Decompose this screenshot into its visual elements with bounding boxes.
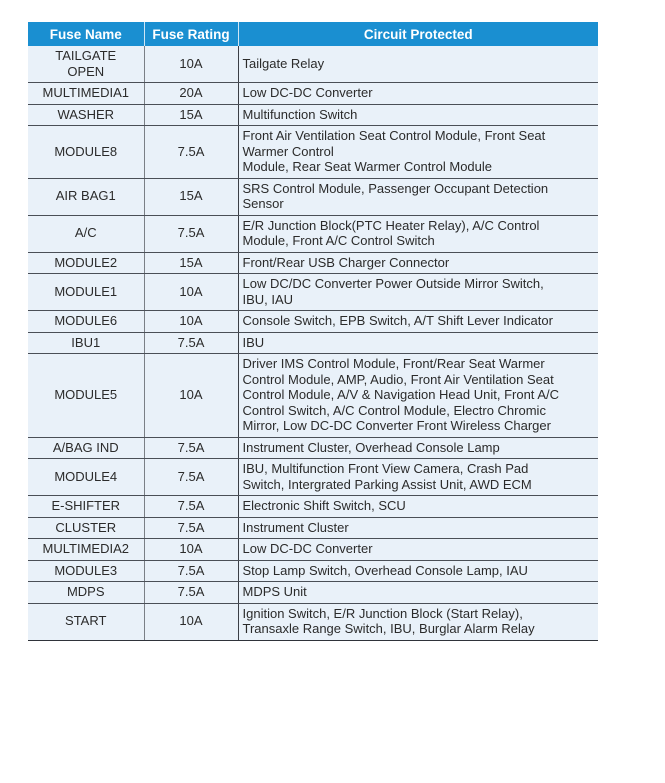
table-row [28, 46, 598, 83]
header-circuit-protected: Circuit Protected [238, 22, 598, 46]
fuse-name-cell: MODULE1 [28, 274, 144, 311]
fuse-name-cell: A/C [28, 215, 144, 252]
table-row [28, 311, 598, 333]
table-row [28, 83, 598, 105]
table-row [28, 560, 598, 582]
circuit-protected-cell: Electronic Shift Switch, SCU [238, 496, 598, 518]
circuit-protected-cell: Front Air Ventilation Seat Control Module, Front Seat Warmer Control Module, Rear Seat Warmer Control Module [238, 126, 598, 179]
table-row [28, 437, 598, 459]
table-row [28, 459, 598, 496]
table-row [28, 582, 598, 604]
fuse-rating-cell: 10A [144, 603, 238, 640]
circuit-protected-cell: Console Switch, EPB Switch, A/T Shift Lever Indicator [238, 311, 598, 333]
circuit-protected-cell: Low DC-DC Converter [238, 539, 598, 561]
fuse-table [28, 22, 598, 641]
fuse-rating-cell: 15A [144, 178, 238, 215]
circuit-protected-cell: Multifunction Switch [238, 104, 598, 126]
table-row [28, 104, 598, 126]
circuit-protected-cell: Driver IMS Control Module, Front/Rear Seat Warmer Control Module, AMP, Audio, Front Air Ventilation Seat Control Module, A/V & Navigation Head Unit, Front A/C Control Switch, A/C Control Module, Electro Chromic Mirror, Low DC-DC Converter Front Wireless Charger [238, 354, 598, 438]
fuse-rating-cell: 7.5A [144, 560, 238, 582]
table-row [28, 274, 598, 311]
fuse-rating-cell: 7.5A [144, 215, 238, 252]
fuse-rating-cell: 7.5A [144, 496, 238, 518]
fuse-name-cell: A/BAG IND [28, 437, 144, 459]
header-row [28, 22, 598, 46]
circuit-protected-cell: Low DC-DC Converter [238, 83, 598, 105]
circuit-protected-cell: Stop Lamp Switch, Overhead Console Lamp, IAU [238, 560, 598, 582]
circuit-protected-cell: Ignition Switch, E/R Junction Block (Start Relay), Transaxle Range Switch, IBU, Burglar Alarm Relay [238, 603, 598, 640]
circuit-protected-cell: SRS Control Module, Passenger Occupant Detection Sensor [238, 178, 598, 215]
fuse-name-cell: TAILGATE OPEN [28, 46, 144, 83]
fuse-rating-cell: 7.5A [144, 437, 238, 459]
fuse-name-cell: MULTIMEDIA2 [28, 539, 144, 561]
fuse-name-cell: MODULE8 [28, 126, 144, 179]
fuse-rating-cell: 7.5A [144, 582, 238, 604]
table-row [28, 332, 598, 354]
fuse-rating-cell: 7.5A [144, 517, 238, 539]
fuse-name-cell: MULTIMEDIA1 [28, 83, 144, 105]
table-row [28, 252, 598, 274]
circuit-protected-cell: E/R Junction Block(PTC Heater Relay), A/C Control Module, Front A/C Control Switch [238, 215, 598, 252]
circuit-protected-cell: Instrument Cluster, Overhead Console Lamp [238, 437, 598, 459]
table-row [28, 517, 598, 539]
circuit-protected-cell: Low DC/DC Converter Power Outside Mirror Switch, IBU, IAU [238, 274, 598, 311]
fuse-rating-cell: 7.5A [144, 332, 238, 354]
circuit-protected-cell: IBU [238, 332, 598, 354]
table-row [28, 603, 598, 640]
fuse-name-cell: MODULE3 [28, 560, 144, 582]
fuse-name-cell: E-SHIFTER [28, 496, 144, 518]
table-row [28, 126, 598, 179]
table-row [28, 178, 598, 215]
circuit-protected-cell: Tailgate Relay [238, 46, 598, 83]
table-row [28, 496, 598, 518]
table-row [28, 354, 598, 438]
header-fuse-name: Fuse Name [28, 22, 144, 46]
fuse-rating-cell: 10A [144, 274, 238, 311]
table-row [28, 539, 598, 561]
fuse-rating-cell: 10A [144, 354, 238, 438]
fuse-name-cell: MODULE5 [28, 354, 144, 438]
fuse-rating-cell: 7.5A [144, 126, 238, 179]
fuse-name-cell: CLUSTER [28, 517, 144, 539]
fuse-name-cell: IBU1 [28, 332, 144, 354]
table-header [28, 22, 598, 46]
table-body [28, 46, 598, 640]
fuse-name-cell: WASHER [28, 104, 144, 126]
fuse-name-cell: MODULE6 [28, 311, 144, 333]
fuse-rating-cell: 10A [144, 311, 238, 333]
fuse-rating-cell: 10A [144, 46, 238, 83]
fuse-rating-cell: 7.5A [144, 459, 238, 496]
fuse-rating-cell: 10A [144, 539, 238, 561]
circuit-protected-cell: Instrument Cluster [238, 517, 598, 539]
fuse-rating-cell: 15A [144, 104, 238, 126]
fuse-name-cell: AIR BAG1 [28, 178, 144, 215]
circuit-protected-cell: MDPS Unit [238, 582, 598, 604]
header-fuse-rating: Fuse Rating [144, 22, 238, 46]
fuse-name-cell: MDPS [28, 582, 144, 604]
circuit-protected-cell: IBU, Multifunction Front View Camera, Crash Pad Switch, Intergrated Parking Assist Unit, AWD ECM [238, 459, 598, 496]
fuse-name-cell: START [28, 603, 144, 640]
fuse-name-cell: MODULE2 [28, 252, 144, 274]
fuse-rating-cell: 20A [144, 83, 238, 105]
circuit-protected-cell: Front/Rear USB Charger Connector [238, 252, 598, 274]
fuse-rating-cell: 15A [144, 252, 238, 274]
fuse-name-cell: MODULE4 [28, 459, 144, 496]
table-row [28, 215, 598, 252]
